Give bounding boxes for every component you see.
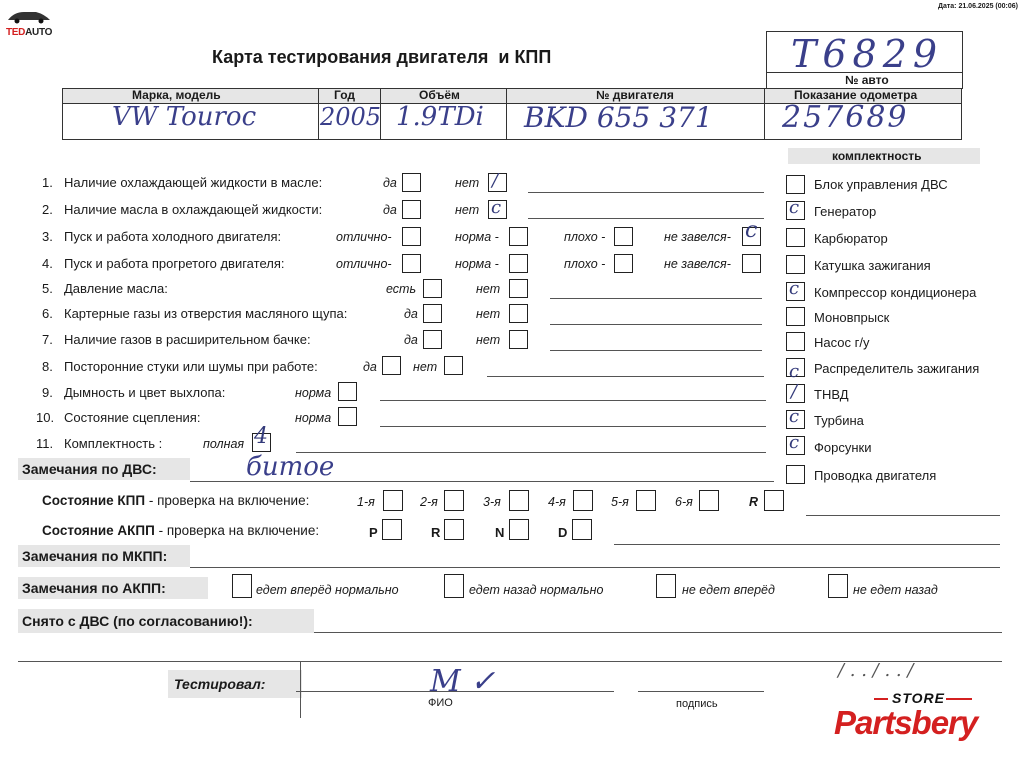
row3-bad-checkbox[interactable] (614, 227, 633, 246)
akpp-mode-label: P (369, 525, 378, 540)
col-engine-no: № двигателя (596, 88, 674, 102)
check-num: 4. (42, 256, 53, 271)
row4-norm-checkbox[interactable] (509, 254, 528, 273)
opt-no: нет (455, 176, 480, 190)
removed-label: Снято с ДВС (по согласованию!): (22, 613, 253, 629)
comp-label: Распределитель зажигания (814, 361, 980, 376)
check-num: 10. (36, 410, 55, 425)
sign-label: подпись (676, 698, 718, 710)
year-value: 2005 (320, 103, 382, 131)
opt-yes: да (404, 333, 418, 347)
opt-yes: да (383, 176, 397, 190)
comp-label: ТНВД (814, 387, 849, 402)
auto-number-label: № авто (845, 73, 889, 87)
partsbery-logo (834, 690, 1010, 750)
check-text: Картерные газы из отверстия масляного щупа: (64, 306, 348, 321)
date-stamp: Дата: 21.06.2025 (00:06) (937, 3, 1018, 10)
akpp-p-checkbox[interactable] (382, 519, 402, 540)
comp-check-mark: c (789, 361, 800, 382)
opt-excellent: отлично- (336, 257, 392, 271)
opt-no: нет (476, 282, 501, 296)
gear-6-checkbox[interactable] (699, 490, 719, 511)
opt-present: есть (386, 282, 417, 296)
opt-yes: да (404, 307, 418, 321)
opt-norm: норма (295, 411, 332, 425)
row3-norm-checkbox[interactable] (509, 227, 528, 246)
check-num: 11. (36, 436, 54, 451)
logo-ted: TED (6, 27, 26, 38)
opt-bad: плохо - (564, 257, 606, 271)
gear-label: 2-я (420, 495, 438, 509)
check-text: Наличие охлаждающей жидкости в масле: (64, 175, 323, 190)
check-num: 1. (42, 175, 53, 190)
akpp-opt-label: едет вперёд нормально (256, 583, 399, 597)
make-value: VW Touroc (112, 102, 257, 132)
check-num: 3. (42, 229, 53, 244)
row2-yes-checkbox[interactable] (402, 200, 421, 219)
akpp-mode-label: R (431, 525, 441, 540)
gear-label: 5-я (611, 495, 629, 509)
kpp-label: Состояние КПП (42, 493, 146, 508)
akpp-label-row (42, 523, 319, 538)
auto-number-value: T6829 (791, 32, 944, 76)
check-text: Посторонние стуки или шумы при работе: (64, 359, 318, 374)
gear-4-checkbox[interactable] (573, 490, 593, 511)
row7-yes-checkbox[interactable] (423, 330, 442, 349)
check-num: 8. (42, 359, 53, 374)
akpp-r-checkbox[interactable] (444, 519, 464, 540)
check-num: 2. (42, 202, 53, 217)
row6-no-checkbox[interactable] (509, 304, 528, 323)
row2-no-mark: c (491, 197, 502, 218)
check-num: 7. (42, 332, 53, 347)
remarks-dvs-value: битое (246, 452, 335, 482)
akpp-mode-label: D (558, 525, 568, 540)
check-text: Состояние сцепления: (64, 410, 201, 425)
row4-excellent-checkbox[interactable] (402, 254, 421, 273)
volume-value: 1.9TDi (396, 102, 484, 132)
comp-check-mark: c (789, 197, 800, 218)
akpp-n-checkbox[interactable] (509, 519, 529, 540)
akpp-back-ok-checkbox[interactable] (444, 574, 464, 598)
row8-no-checkbox[interactable] (444, 356, 463, 375)
opt-yes: да (363, 360, 377, 374)
comp-label: Компрессор кондиционера (814, 285, 977, 300)
gear-2-checkbox[interactable] (444, 490, 464, 511)
akpp-forward-ok-checkbox[interactable] (232, 574, 252, 598)
gear-1-checkbox[interactable] (383, 490, 403, 511)
akpp-no-back-checkbox[interactable] (828, 574, 848, 598)
row6-yes-checkbox[interactable] (423, 304, 442, 323)
tester-signature: M ✓ (430, 664, 496, 699)
gear-label: 4-я (548, 495, 566, 509)
fio-label: ФИО (428, 697, 453, 709)
check-text: Комплектность : (64, 436, 163, 451)
gear-label: R (749, 495, 759, 509)
opt-excellent: отлично- (336, 230, 392, 244)
car-icon (6, 8, 52, 24)
opt-no: нет (413, 360, 438, 374)
row1-yes-checkbox[interactable] (402, 173, 421, 192)
comp-checkbox[interactable] (786, 175, 805, 194)
akpp-suffix: - проверка на включение: (158, 523, 320, 538)
row4-not-started-checkbox[interactable] (742, 254, 761, 273)
check-num: 5. (42, 281, 53, 296)
gear-5-checkbox[interactable] (636, 490, 656, 511)
row3-not-started-mark: c (745, 218, 758, 243)
comp-checkbox[interactable] (786, 228, 805, 247)
row1-no-mark: / (492, 170, 499, 191)
date-scribble: / . . / . . / (838, 660, 914, 681)
comp-label: Проводка двигателя (814, 468, 937, 483)
check-text: Наличие газов в расширительном бачке: (64, 332, 311, 347)
comp-checkbox[interactable] (786, 307, 805, 326)
opt-bad: плохо - (564, 230, 606, 244)
row10-norm-checkbox[interactable] (338, 407, 357, 426)
page-title: Карта тестирования двигателя и КПП (212, 47, 552, 67)
comp-label: Форсунки (814, 440, 872, 455)
comp-label: Блок управления ДВС (814, 177, 948, 192)
gear-r-checkbox[interactable] (764, 490, 784, 511)
check-text: Пуск и работа прогретого двигателя: (64, 256, 285, 271)
comp-checkbox[interactable] (786, 465, 805, 484)
opt-full: полная (203, 437, 245, 451)
kpp-suffix: - проверка на включение: (148, 493, 310, 508)
comp-label: Моновпрыск (814, 310, 890, 325)
akpp-opt-label: не едет вперёд (682, 583, 775, 597)
opt-not-started: не завелся- (664, 257, 731, 271)
comp-check-mark: c (789, 432, 800, 453)
opt-no: нет (455, 203, 480, 217)
comp-label: Турбина (814, 413, 864, 428)
gear-label: 1-я (357, 495, 375, 509)
akpp-opt-label: не едет назад (853, 583, 938, 597)
comp-label: Карбюратор (814, 231, 888, 246)
kpp-label-row (42, 493, 309, 508)
check-text: Дымность и цвет выхлопа: (64, 385, 226, 400)
check-num: 9. (42, 385, 53, 400)
row9-norm-checkbox[interactable] (338, 382, 357, 401)
header-table (62, 88, 962, 140)
comp-checkbox[interactable] (786, 255, 805, 274)
row4-bad-checkbox[interactable] (614, 254, 633, 273)
akpp-mode-label: N (495, 525, 505, 540)
partsbery-wordmark: Partsbery (834, 704, 978, 741)
comp-checkbox[interactable] (786, 332, 805, 351)
row3-excellent-checkbox[interactable] (402, 227, 421, 246)
akpp-no-forward-checkbox[interactable] (656, 574, 676, 598)
comp-label: Насос г/у (814, 335, 870, 350)
row5-no-checkbox[interactable] (509, 279, 528, 298)
row11-full-mark: 4 (254, 424, 268, 449)
comp-check-mark: c (789, 278, 800, 299)
akpp-label: Состояние АКПП (42, 523, 155, 538)
opt-yes: да (383, 203, 397, 217)
col-volume: Объём (419, 88, 460, 102)
complet-title: комплектность (832, 149, 922, 163)
gear-3-checkbox[interactable] (509, 490, 529, 511)
remarks-dvs-label: Замечания по ДВС: (22, 461, 157, 477)
opt-norm: норма (295, 386, 332, 400)
row8-yes-checkbox[interactable] (382, 356, 401, 375)
opt-norm: норма - (455, 230, 499, 244)
opt-norm: норма - (455, 257, 499, 271)
col-make: Марка, модель (132, 88, 221, 102)
comp-label: Катушка зажигания (814, 258, 931, 273)
opt-no: нет (476, 333, 501, 347)
remarks-mkpp-label: Замечания по МКПП: (22, 548, 168, 564)
auto-number-box (766, 31, 963, 89)
opt-not-started: не завелся- (664, 230, 731, 244)
col-year: Год (334, 88, 355, 102)
remarks-akpp-label: Замечания по АКПП: (22, 580, 166, 596)
odometer-value: 257689 (782, 100, 909, 135)
akpp-d-checkbox[interactable] (572, 519, 592, 540)
check-text: Пуск и работа холодного двигателя: (64, 229, 282, 244)
store-wordmark: STORE (892, 690, 945, 706)
check-text: Давление масла: (64, 281, 168, 296)
tested-label: Тестировал: (174, 676, 266, 692)
akpp-opt-label: едет назад нормально (469, 583, 604, 597)
comp-label: Генератор (814, 204, 877, 219)
col-odometer: Показание одометра (794, 88, 918, 102)
logo-auto: AUTO (25, 27, 53, 38)
row5-present-checkbox[interactable] (423, 279, 442, 298)
check-text: Наличие масла в охлаждающей жидкости: (64, 202, 323, 217)
tedauto-logo (4, 8, 54, 40)
opt-no: нет (476, 307, 501, 321)
comp-check-mark: c (789, 406, 800, 427)
engine-no-value: BKD 655 371 (524, 101, 713, 134)
comp-check-mark: / (791, 381, 798, 402)
gear-label: 6-я (675, 495, 693, 509)
gear-label: 3-я (483, 495, 501, 509)
check-num: 6. (42, 306, 53, 321)
row7-no-checkbox[interactable] (509, 330, 528, 349)
